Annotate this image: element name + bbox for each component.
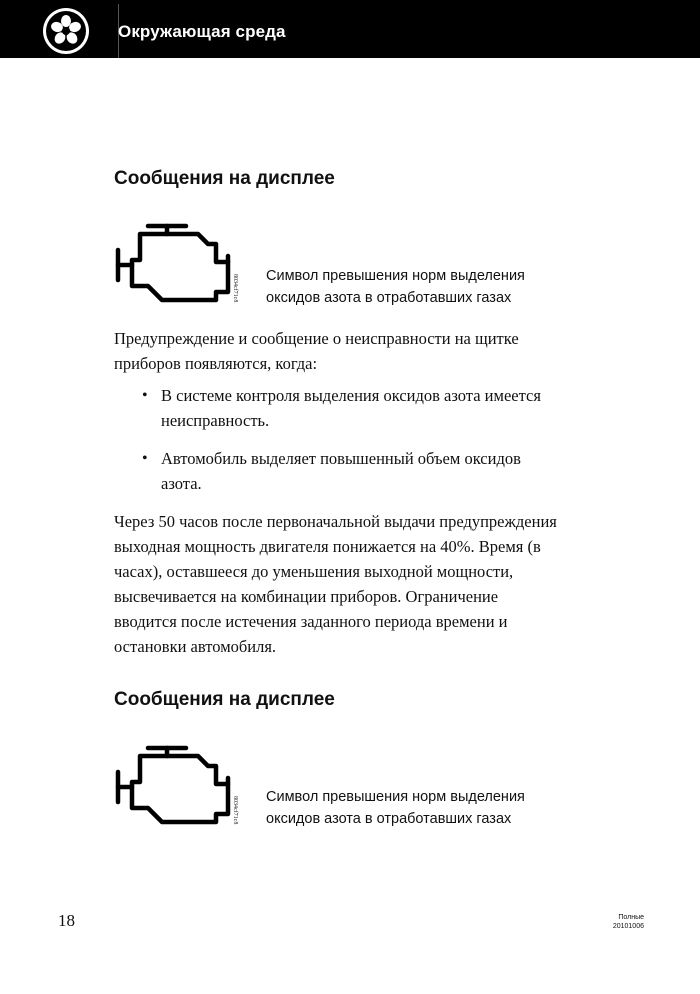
icon-code: 8034cf71c8	[232, 796, 238, 825]
caption-line: оксидов азота в отработавших газах	[266, 811, 512, 827]
page-header	[0, 0, 700, 58]
list-item-line: неисправность.	[161, 411, 270, 430]
logo	[14, 4, 119, 58]
section-heading: Сообщения на дисплее	[114, 168, 335, 189]
intro-paragraph	[114, 326, 594, 376]
list-item	[142, 446, 582, 496]
paragraph-line: высвечивается на комбинации приборов. Ограничение	[114, 587, 499, 606]
icon-code: 8034cf71c8	[232, 274, 238, 303]
paragraph-line: вводится после истечения заданного периода времени и	[114, 612, 508, 631]
caption-line: оксидов азота в отработавших газах	[266, 290, 512, 306]
caption-line: Символ превышения норм выделения	[266, 789, 525, 805]
paragraph-line: Предупреждение и сообщение о неисправности на щитке	[114, 329, 519, 348]
list-item-line: Автомобиль выделяет повышенный объем оксидов	[161, 449, 521, 468]
paragraph-line: Через 50 часов после первоначальной выдачи предупреждения	[114, 512, 557, 531]
icon-caption	[266, 265, 525, 309]
paragraph-line: остановки автомобиля.	[114, 637, 277, 656]
flower-icon	[41, 6, 91, 56]
engine-warning-icon	[112, 744, 236, 833]
engine-warning-icon	[112, 222, 236, 311]
list-item-line: азота.	[161, 474, 202, 493]
caption-line: Символ превышения норм выделения	[266, 268, 525, 284]
body-paragraph	[114, 509, 594, 659]
list-item-line: В системе контроля выделения оксидов азота имеется	[161, 386, 541, 405]
paragraph-line: приборов появляются, когда:	[114, 354, 318, 373]
page-number: 18	[58, 911, 75, 930]
section-heading: Сообщения на дисплее	[114, 689, 335, 710]
footer-meta-line: Полные	[618, 914, 644, 921]
footer-meta-line: 20101006	[612, 923, 644, 930]
paragraph-line: часах), оставшееся до уменьшения выходной мощности,	[114, 562, 514, 581]
header-title: Окружающая среда	[118, 22, 286, 41]
bullet-icon: •	[142, 450, 148, 467]
list-item	[142, 383, 582, 433]
paragraph-line: выходная мощность двигателя понижается на 40%. Время (в	[114, 537, 541, 556]
footer-meta	[596, 913, 644, 931]
bullet-icon: •	[142, 387, 148, 404]
icon-caption	[266, 786, 525, 830]
